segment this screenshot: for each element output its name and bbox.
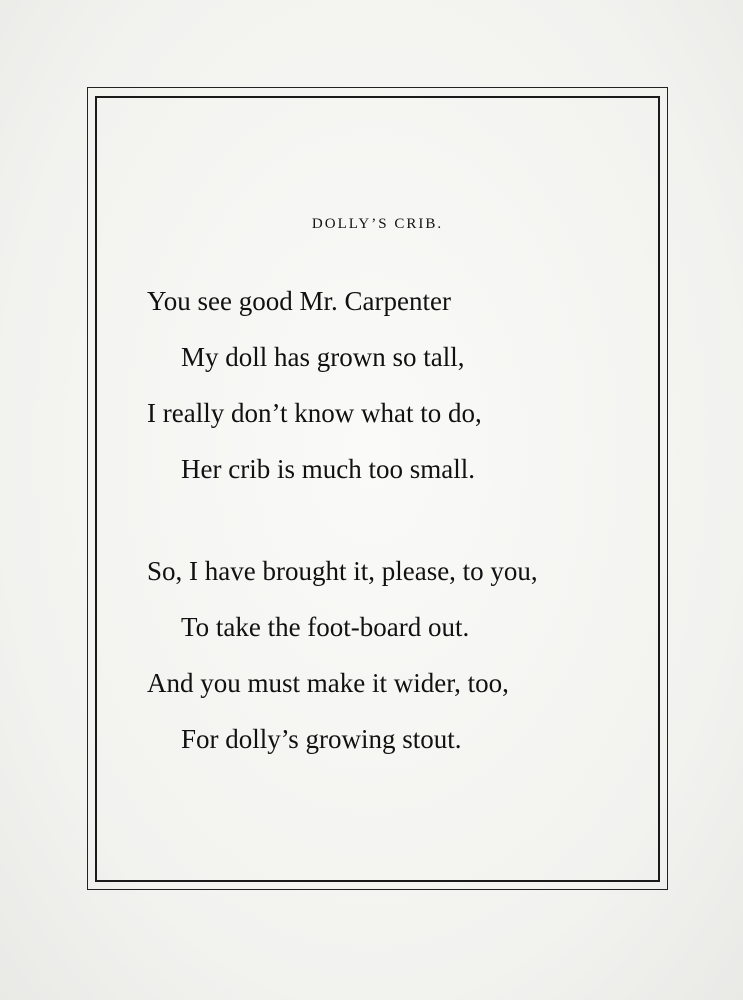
poem-line: For dolly’s growing stout. — [181, 724, 462, 754]
inner-border — [95, 96, 660, 882]
poem-line: I really don’t know what to do, — [147, 398, 482, 428]
poem-line: To take the foot-board out. — [181, 612, 470, 642]
poem-line: You see good Mr. Carpenter — [147, 286, 451, 316]
poem-line: So, I have brought it, please, to you, — [147, 556, 538, 586]
poem-line: My doll has grown so tall, — [181, 342, 465, 372]
poem-title: DOLLY’S CRIB. — [311, 216, 444, 232]
poem-line: And you must make it wider, too, — [147, 668, 509, 698]
poem-line: Her crib is much too small. — [181, 454, 475, 484]
